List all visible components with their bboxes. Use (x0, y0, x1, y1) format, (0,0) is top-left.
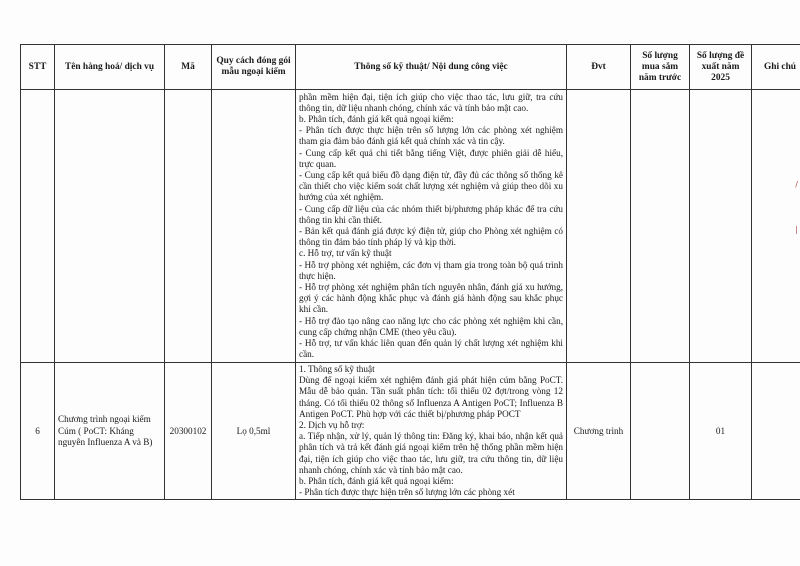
spec-line: - Phân tích được thực hiện trên số lượng lớn các phòng xét (299, 487, 515, 498)
table-row-6 (21, 363, 800, 500)
spec-line: - Phân tích được thực hiện trên số lượng lớn các phòng xét nghiệm tham gia đảm bảo đánh giá kết quả chính xác và tin cậy. (299, 125, 563, 147)
col-header-note: Ghi chú (752, 45, 800, 90)
cell-code (165, 90, 212, 363)
col-header-packaging: Quy cách đóng gói mẫu ngoại kiểm (212, 45, 296, 90)
table-row-continuation (21, 90, 800, 363)
col-header-unit: Đvt (567, 45, 631, 90)
margin-mark: | (795, 225, 798, 234)
col-header-name: Tên hàng hoá/ dịch vụ (55, 45, 165, 90)
spec-line: - Cung cấp kết quả biểu đồ dạng điện tử, đầy đủ các thông số thống kê cần thiết cho việc kiểm soát chất lượng xét nghiệm và giúp theo dõi xu hướng của xét nghiệm. (299, 169, 563, 203)
margin-mark: / (795, 180, 798, 189)
cell-packaging (212, 90, 296, 363)
cell-stt: 6 (21, 363, 55, 500)
spec-line: phần mềm hiện đại, tiện ích giúp cho việc thao tác, lưu giữ, tra cứu thông tin, dữ liệu nhanh chóng, chính xác và tính bảo mật cao. (299, 91, 563, 113)
spec-line: - Cung cấp kết quả chi tiết bằng tiếng Việt, được phiên giải dễ hiểu, trực quan. (299, 147, 563, 169)
spec-line: Dùng để ngoại kiểm xét nghiệm đánh giá phát hiện cúm bằng PoCT. Mẫu dễ bảo quản. Tần suất phân tích: tối thiểu 02 đợt/trong vòng 12 tháng. Có tối thiểu 02 thông số Influenza A Antigen PoCT; Influenza B Antigen PoCT. Phù hợp với các thiết bị/phương pháp POCT (299, 375, 563, 419)
cell-prev-qty (631, 90, 690, 363)
cell-prev-qty (631, 363, 690, 500)
table-header-row (21, 45, 800, 90)
cell-packaging: Lọ 0,5ml (212, 363, 296, 500)
cell-note (752, 90, 800, 363)
spec-line: a. Tiếp nhận, xử lý, quản lý thông tin: Đăng ký, khai báo, nhận kết quả phân tích và trả kết đánh giá ngoại kiểm trên hệ thống phần mềm hiện đại, tiện ích giúp cho việc thao tác, lưu giữ, tra cứu thông tin, dữ liệu nhanh chóng, chính xác và tính bảo mật cao. (299, 431, 563, 475)
spec-line: - Hỗ trợ đào tạo nâng cao năng lực cho các phòng xét nghiệm khi cần, cung cấp chứng nhận CME (theo yêu cầu). (299, 315, 563, 337)
cell-specs (296, 90, 567, 363)
cell-name: Chương trình ngoại kiểm Cúm ( PoCT: Kháng nguyên Influenza A và B) (55, 363, 165, 500)
col-header-specs: Thông số kỹ thuật/ Nội dung công việc (296, 45, 567, 90)
spec-line: b. Phân tích, đánh giá kết quả ngoại kiểm: (299, 113, 454, 124)
col-header-stt: STT (21, 45, 55, 90)
col-header-code: Mã (165, 45, 212, 90)
cell-proposed-qty: 01 (690, 363, 752, 500)
spec-line: - Cung cấp dữ liệu của các nhóm thiết bị/phương pháp khác để tra cứu thông tin khi cần thiết. (299, 203, 563, 225)
col-header-proposed-qty: Số lượng đề xuất năm 2025 (690, 45, 752, 90)
cell-proposed-qty (690, 90, 752, 363)
spec-line: b. Phân tích, đánh giá kết quả ngoại kiểm: (299, 476, 454, 487)
cell-stt (21, 90, 55, 363)
spec-line: 2. Dịch vụ hỗ trợ: (299, 420, 365, 431)
cell-unit (567, 90, 631, 363)
procurement-table (20, 44, 800, 500)
spec-line: c. Hỗ trợ, tư vấn kỹ thuật (299, 248, 392, 259)
col-header-prev-qty: Số lượng mua sắm năm trước (631, 45, 690, 90)
spec-line: - Hỗ trợ phòng xét nghiệm phân tích nguyên nhân, đánh giá xu hướng, gợi ý các hành động khắc phục và đánh giá hành động sau khắc phục khi cần. (299, 282, 563, 315)
spec-line: - Bản kết quả đánh giá được ký điện tử, giúp cho Phòng xét nghiệm có thông tin đảm bảo tính pháp lý và kịp thời. (299, 226, 563, 248)
cell-code: 20300102 (165, 363, 212, 500)
cell-specs (296, 363, 567, 500)
cell-note (752, 363, 800, 500)
spec-line: 1. Thông số kỹ thuật (299, 364, 375, 374)
cell-unit: Chương trình (567, 363, 631, 500)
spec-line: - Hỗ trợ, tư vấn khác liên quan đến quản lý chất lượng xét nghiệm khi cần. (299, 338, 563, 360)
spec-line: - Hỗ trợ phòng xét nghiệm, các đơn vị tham gia trong toàn bộ quá trình thực hiện. (299, 259, 563, 281)
cell-name (55, 90, 165, 363)
